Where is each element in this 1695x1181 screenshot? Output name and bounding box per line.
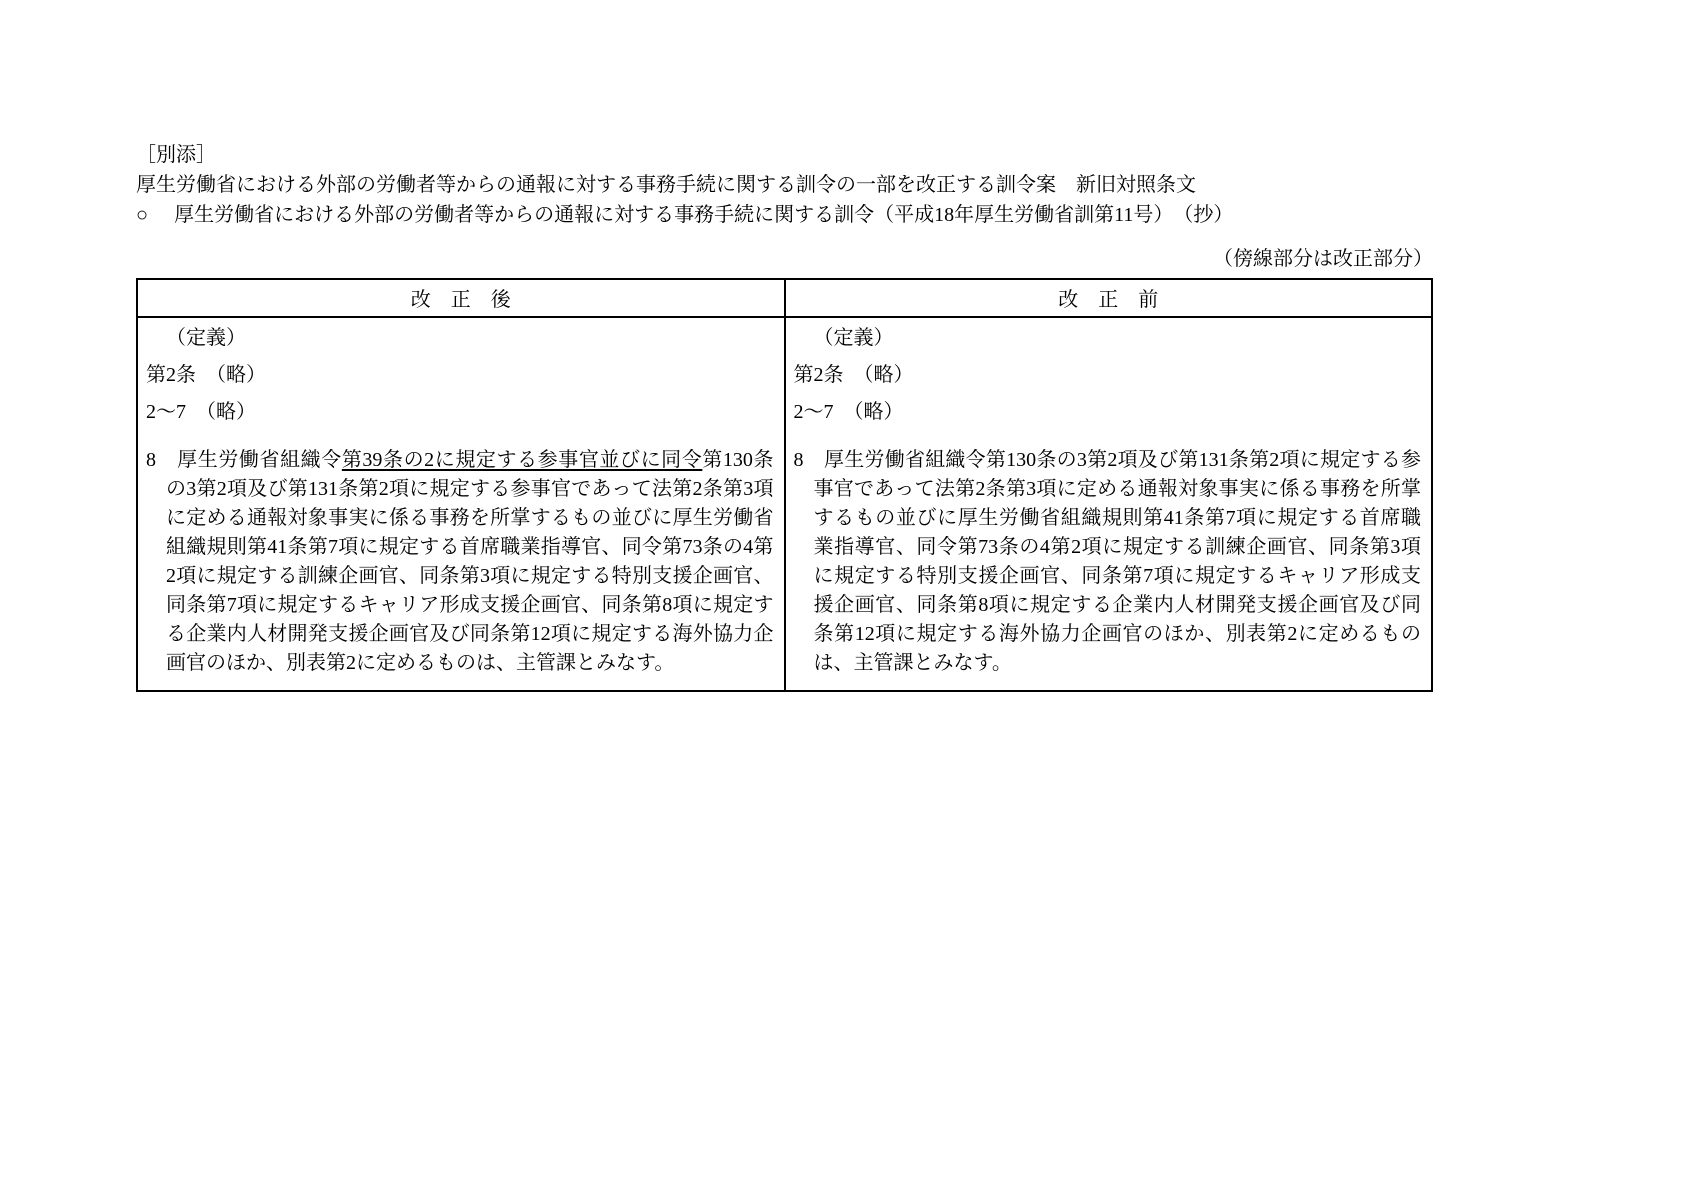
paragraphs-2-7-after: 2～7 （略） [146, 401, 256, 423]
definition-label-after: （定義） [166, 327, 246, 349]
paragraph-8-after-suffix: 第130条の3第2項及び第131条第2項に規定する参事官であって法第2条第3項に定める通報対象事実に係る事務を所掌するもの並びに厚生労働省組織規則第41条第7項に規定する首席職業指導官、同令第73条の4第2項に規定する訓練企画官、同条第3項に規定する特別支援企画官、同条第7項に規定するキャリア形成支援企画官、同条第8項に規定する企業内人材開発支援企画官及び同条第12項に規定する海外協力企画官のほか、別表第2に定めるものは、主管課とみなす。 [166, 449, 774, 674]
paragraph-8-after [146, 446, 774, 678]
paragraph-8-after-underlined-revision: 第39条の2に規定する参事官並びに同令 [341, 449, 703, 471]
header-after: 改 正 後 [137, 279, 785, 317]
document-title: 厚生労働省における外部の労働者等からの通報に対する事務手続に関する訓令の一部を改正する訓令案 新旧対照条文 [136, 174, 1196, 196]
definition-label-before: （定義） [813, 327, 894, 349]
table-header-row [137, 279, 1432, 317]
attachment-label: ［別添］ [136, 144, 216, 166]
paragraph-8-after-prefix: 8 厚生労働省組織令 [146, 449, 342, 471]
cell-before [785, 317, 1433, 691]
ordinance-title: 厚生労働省における外部の労働者等からの通報に対する事務手続に関する訓令（平成18年厚生労働省訓第11号） （抄） [174, 204, 1234, 226]
paragraphs-2-7-before: 2～7 （略） [793, 401, 904, 423]
article-2-before: 第2条 （略） [793, 364, 914, 386]
paragraph-8-before: 8 厚生労働省組織令第130条の3第2項及び第131条第2項に規定する参事官であって法第2条第3項に定める通報対象事実に係る事務を所掌するもの並びに厚生労働省組織規則第41条第7項に規定する首席職業指導官、同令第73条の4第2項に規定する訓練企画官、同条第3項に規定する特別支援企画官、同条第7項に規定するキャリア形成支援企画官、同条第8項に規定する企業内人材開発支援企画官及び同条第12項に規定する海外協力企画官のほか、別表第2に定めるものは、主管課とみなす。 [793, 449, 1421, 674]
revision-note: （傍線部分は改正部分） [1213, 248, 1433, 270]
ordinance-line [136, 200, 1433, 230]
table-body-row [137, 317, 1432, 691]
header-before: 改 正 前 [785, 279, 1433, 317]
comparison-table [136, 278, 1433, 692]
article-2-after: 第2条 （略） [146, 364, 266, 386]
circle-marker-icon: ○ [136, 204, 149, 226]
cell-after [137, 317, 785, 691]
document-header [136, 140, 1433, 230]
